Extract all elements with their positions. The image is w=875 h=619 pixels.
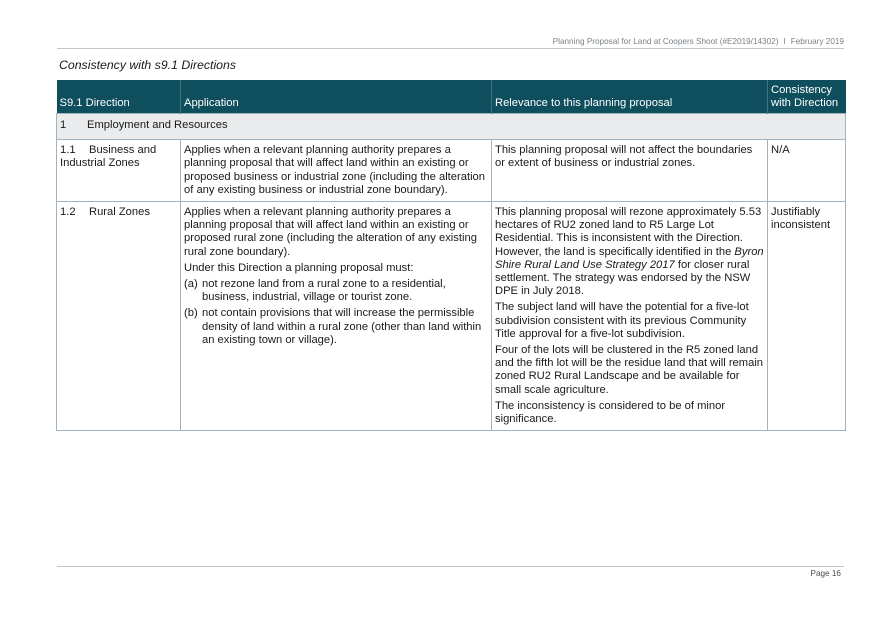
direction-cell — [57, 140, 181, 202]
relevance-paragraph: The inconsistency is considered to be of minor significance. — [495, 399, 726, 426]
footer-rule — [57, 566, 844, 567]
application-cell — [181, 140, 492, 202]
relevance-text: This planning proposal will not affect the boundaries or extent of business or industrial zones. — [495, 144, 753, 170]
page-number: Page 16 — [810, 569, 841, 578]
column-header-consistency: Consistency with Direction — [768, 80, 846, 114]
application-text: Applies when a relevant planning authority prepares a planning proposal that will affect land within an existing or proposed rural zone (including the alteration of any existing rural zone boundary). — [184, 206, 477, 258]
direction-number: 1.2 — [60, 206, 76, 219]
relevance-paragraph: The subject land will have the potential for a five-lot subdivision consistent with its previous Community Title approval for a five-lot subdivision. — [495, 301, 749, 340]
list-text: not rezone land from a rural zone to a residential, business, industrial, village or tourist zone. — [202, 278, 446, 304]
application-text: Applies when a relevant planning authority prepares a planning proposal that will affect land within an existing or proposed business or industrial zone (including the alteration of any existing business or industrial zone boundary). — [184, 144, 486, 196]
direction-title: Business and Industrial Zones — [60, 144, 157, 170]
header-date: February 2019 — [790, 37, 844, 46]
header-separator: I — [783, 37, 786, 46]
column-header-application: Application — [181, 80, 492, 114]
section-title: Consistency with s9.1 Directions — [59, 58, 237, 72]
table-header-row — [57, 80, 846, 114]
relevance-paragraph — [495, 206, 764, 298]
strategy-title: Byron Shire Rural Land Use Strategy 2017 — [495, 245, 764, 271]
group-label: Employment and Resources — [87, 119, 228, 131]
list-marker: (a) — [184, 278, 198, 291]
consistency-cell: Justifiably inconsistent — [768, 202, 846, 431]
header-rule — [57, 48, 844, 49]
relevance-text: for closer rural settlement. The strategy was endorsed by the NSW DPE in July 2018. — [495, 258, 751, 298]
directions-table — [56, 80, 846, 431]
running-header — [553, 37, 844, 46]
consistency-cell: N/A — [768, 140, 846, 202]
table-row — [57, 140, 846, 202]
table-row — [57, 202, 846, 431]
direction-number: 1.1 — [60, 144, 76, 157]
relevance-cell — [492, 202, 768, 431]
list-item — [184, 307, 488, 347]
relevance-text: This planning proposal will rezone approximately 5.53 hectares of RU2 zoned land to R5 Large Lot Residential. This is inconsistent with the Direction. However, the land is specifically identified in the — [495, 206, 762, 258]
group-row-employment — [57, 114, 846, 140]
direction-title: Rural Zones — [89, 206, 150, 219]
relevance-cell — [492, 140, 768, 202]
list-item — [184, 278, 488, 304]
application-cell — [181, 202, 492, 431]
column-header-direction: S9.1 Direction — [57, 80, 181, 114]
column-header-relevance: Relevance to this planning proposal — [492, 80, 768, 114]
list-marker: (b) — [184, 307, 198, 320]
relevance-paragraph: Four of the lots will be clustered in the R5 zoned land and the fifth lot will be the residue land that will remain zoned RU2 Rural Landscape and be available for small scale agriculture. — [495, 344, 764, 396]
list-text: not contain provisions that will increase the permissible density of land within a rural zone (other than land within an existing town or village). — [202, 307, 482, 346]
group-cell — [57, 114, 846, 140]
application-intro: Under this Direction a planning proposal must: — [184, 261, 414, 274]
direction-cell — [57, 202, 181, 431]
header-doc-title: Planning Proposal for Land at Coopers Shoot (#E2019/14302) — [552, 37, 779, 46]
group-number: 1 — [60, 119, 67, 131]
